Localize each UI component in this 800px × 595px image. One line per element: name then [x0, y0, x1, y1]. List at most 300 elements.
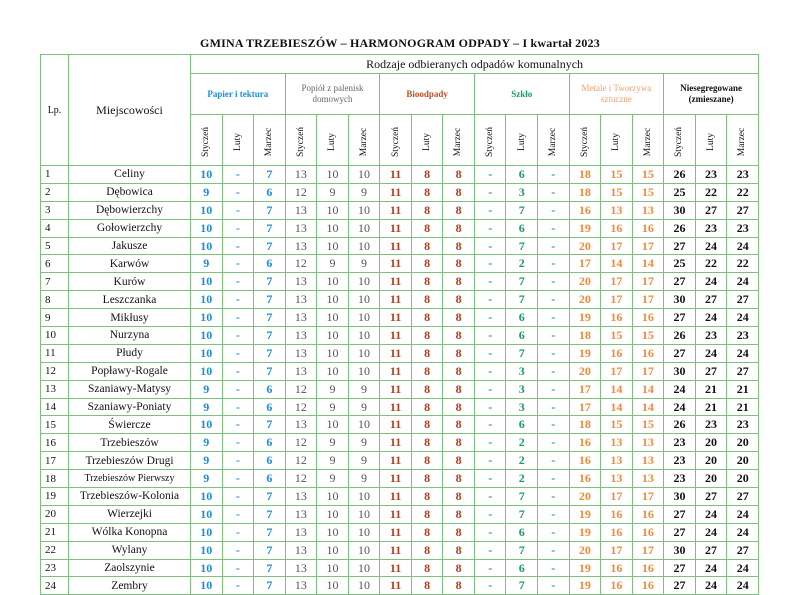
- pickup-day-metal-plastic-mar: 16: [632, 309, 664, 327]
- pickup-day-bio-feb: 8: [411, 309, 443, 327]
- pickup-day-bio-mar: 8: [443, 505, 475, 523]
- category-header-metal-plastic: Metale i Tworzywa sztuczne: [569, 74, 664, 115]
- table-row: [41, 398, 759, 416]
- pickup-day-metal-plastic-feb: 15: [601, 327, 633, 345]
- pickup-day-glass-mar: -: [538, 344, 570, 362]
- pickup-day-ash-mar: 9: [348, 470, 380, 488]
- pickup-day-mixed-mar: 21: [727, 380, 759, 398]
- pickup-day-bio-feb: 8: [411, 166, 443, 184]
- pickup-day-metal-plastic-feb: 15: [601, 166, 633, 184]
- month-label: Marzec: [264, 127, 275, 157]
- pickup-day-ash-mar: 9: [348, 183, 380, 201]
- row-number: 10: [41, 327, 69, 345]
- pickup-day-mixed-feb: 24: [695, 309, 727, 327]
- table-row: [41, 362, 759, 380]
- pickup-day-glass-jan: -: [474, 255, 506, 273]
- pickup-day-bio-jan: 11: [380, 362, 412, 380]
- pickup-day-ash-mar: 9: [348, 255, 380, 273]
- location-name: Szaniawy-Poniaty: [69, 398, 191, 416]
- month-label: Luty: [516, 133, 527, 151]
- pickup-day-paper-jan: 10: [191, 541, 223, 559]
- pickup-day-bio-mar: 8: [443, 291, 475, 309]
- pickup-day-ash-feb: 10: [317, 273, 349, 291]
- pickup-day-ash-mar: 10: [348, 505, 380, 523]
- row-number: 12: [41, 362, 69, 380]
- pickup-day-mixed-jan: 27: [664, 344, 696, 362]
- pickup-day-ash-mar: 9: [348, 398, 380, 416]
- pickup-day-bio-feb: 8: [411, 327, 443, 345]
- table-row: [41, 309, 759, 327]
- month-header-metal-plastic-jan: [569, 115, 601, 166]
- pickup-day-mixed-feb: 24: [695, 237, 727, 255]
- pickup-day-bio-feb: 8: [411, 219, 443, 237]
- pickup-day-mixed-jan: 30: [664, 488, 696, 506]
- pickup-day-metal-plastic-jan: 16: [569, 470, 601, 488]
- pickup-day-ash-feb: 10: [317, 559, 349, 577]
- pickup-day-bio-jan: 11: [380, 255, 412, 273]
- row-number: 1: [41, 166, 69, 184]
- pickup-day-mixed-feb: 22: [695, 183, 727, 201]
- pickup-day-paper-feb: -: [222, 380, 254, 398]
- pickup-day-bio-jan: 11: [380, 452, 412, 470]
- table-row: [41, 505, 759, 523]
- pickup-day-paper-feb: -: [222, 488, 254, 506]
- pickup-day-ash-feb: 9: [317, 380, 349, 398]
- pickup-day-paper-jan: 9: [191, 470, 223, 488]
- pickup-day-glass-feb: 7: [506, 541, 538, 559]
- row-number: 11: [41, 344, 69, 362]
- pickup-day-bio-mar: 8: [443, 273, 475, 291]
- pickup-day-bio-jan: 11: [380, 577, 412, 595]
- row-number: 6: [41, 255, 69, 273]
- pickup-day-glass-mar: -: [538, 505, 570, 523]
- pickup-day-paper-feb: -: [222, 452, 254, 470]
- pickup-day-paper-jan: 10: [191, 291, 223, 309]
- pickup-day-mixed-mar: 27: [727, 291, 759, 309]
- pickup-day-bio-mar: 8: [443, 201, 475, 219]
- pickup-day-metal-plastic-feb: 13: [601, 201, 633, 219]
- location-name: Płudy: [69, 344, 191, 362]
- pickup-day-glass-feb: 3: [506, 183, 538, 201]
- pickup-day-paper-mar: 6: [254, 183, 286, 201]
- pickup-day-glass-jan: -: [474, 434, 506, 452]
- pickup-day-metal-plastic-mar: 14: [632, 398, 664, 416]
- category-header-mixed: Niesegregowane (zmieszane): [664, 74, 759, 115]
- pickup-day-paper-feb: -: [222, 577, 254, 595]
- pickup-day-ash-feb: 10: [317, 201, 349, 219]
- pickup-day-glass-feb: 2: [506, 434, 538, 452]
- pickup-day-ash-feb: 10: [317, 541, 349, 559]
- pickup-day-glass-feb: 7: [506, 344, 538, 362]
- pickup-day-mixed-mar: 22: [727, 255, 759, 273]
- pickup-day-metal-plastic-jan: 20: [569, 362, 601, 380]
- pickup-day-metal-plastic-jan: 18: [569, 166, 601, 184]
- pickup-day-mixed-mar: 23: [727, 166, 759, 184]
- pickup-day-ash-feb: 10: [317, 327, 349, 345]
- month-header-bio-mar: [443, 115, 475, 166]
- month-label: Marzec: [642, 127, 653, 157]
- pickup-day-glass-jan: -: [474, 327, 506, 345]
- pickup-day-ash-mar: 10: [348, 488, 380, 506]
- pickup-day-bio-jan: 11: [380, 380, 412, 398]
- pickup-day-paper-feb: -: [222, 505, 254, 523]
- pickup-day-paper-jan: 10: [191, 577, 223, 595]
- pickup-day-glass-feb: 6: [506, 416, 538, 434]
- pickup-day-bio-mar: 8: [443, 237, 475, 255]
- pickup-day-mixed-jan: 27: [664, 577, 696, 595]
- month-label: Luty: [611, 133, 622, 151]
- pickup-day-ash-feb: 10: [317, 166, 349, 184]
- pickup-day-metal-plastic-jan: 20: [569, 273, 601, 291]
- month-header-glass-feb: [506, 115, 538, 166]
- pickup-day-glass-mar: -: [538, 416, 570, 434]
- pickup-day-ash-feb: 10: [317, 219, 349, 237]
- pickup-day-mixed-feb: 20: [695, 470, 727, 488]
- pickup-day-paper-mar: 6: [254, 398, 286, 416]
- pickup-day-metal-plastic-mar: 13: [632, 201, 664, 219]
- pickup-day-mixed-mar: 23: [727, 219, 759, 237]
- pickup-day-glass-mar: -: [538, 183, 570, 201]
- pickup-day-ash-feb: 10: [317, 488, 349, 506]
- location-header: Miejscowości: [69, 55, 191, 166]
- pickup-day-bio-feb: 8: [411, 434, 443, 452]
- pickup-day-mixed-jan: 26: [664, 416, 696, 434]
- table-row: [41, 166, 759, 184]
- pickup-day-paper-feb: -: [222, 362, 254, 380]
- pickup-day-bio-feb: 8: [411, 273, 443, 291]
- pickup-day-metal-plastic-jan: 16: [569, 201, 601, 219]
- month-header-glass-mar: [538, 115, 570, 166]
- pickup-day-paper-feb: -: [222, 559, 254, 577]
- pickup-day-glass-jan: -: [474, 416, 506, 434]
- pickup-day-metal-plastic-mar: 14: [632, 380, 664, 398]
- pickup-day-ash-jan: 13: [285, 577, 317, 595]
- pickup-day-paper-jan: 9: [191, 380, 223, 398]
- pickup-day-ash-mar: 10: [348, 273, 380, 291]
- month-header-paper-jan: [191, 115, 223, 166]
- month-header-bio-jan: [380, 115, 412, 166]
- row-number: 3: [41, 201, 69, 219]
- pickup-day-bio-feb: 8: [411, 470, 443, 488]
- pickup-day-metal-plastic-mar: 15: [632, 183, 664, 201]
- table-row: [41, 541, 759, 559]
- pickup-day-glass-jan: -: [474, 488, 506, 506]
- pickup-day-metal-plastic-jan: 20: [569, 291, 601, 309]
- pickup-day-glass-feb: 3: [506, 380, 538, 398]
- pickup-day-ash-mar: 10: [348, 237, 380, 255]
- pickup-day-paper-mar: 7: [254, 523, 286, 541]
- pickup-day-paper-mar: 7: [254, 291, 286, 309]
- pickup-day-bio-mar: 8: [443, 470, 475, 488]
- row-number: 20: [41, 505, 69, 523]
- month-label: Styczeń: [390, 126, 401, 158]
- location-name: Wierzejki: [69, 505, 191, 523]
- pickup-day-paper-mar: 7: [254, 344, 286, 362]
- pickup-day-ash-jan: 12: [285, 255, 317, 273]
- pickup-day-mixed-jan: 27: [664, 309, 696, 327]
- category-header-paper: Papier i tektura: [191, 74, 286, 115]
- pickup-day-paper-mar: 6: [254, 255, 286, 273]
- pickup-day-paper-jan: 9: [191, 452, 223, 470]
- pickup-day-ash-mar: 10: [348, 416, 380, 434]
- pickup-day-glass-feb: 3: [506, 362, 538, 380]
- pickup-day-mixed-jan: 27: [664, 505, 696, 523]
- pickup-day-mixed-jan: 26: [664, 166, 696, 184]
- pickup-day-bio-jan: 11: [380, 273, 412, 291]
- pickup-day-paper-mar: 7: [254, 201, 286, 219]
- pickup-day-bio-feb: 8: [411, 237, 443, 255]
- pickup-day-metal-plastic-feb: 15: [601, 416, 633, 434]
- pickup-day-bio-feb: 8: [411, 291, 443, 309]
- pickup-day-bio-jan: 11: [380, 344, 412, 362]
- pickup-day-paper-mar: 6: [254, 380, 286, 398]
- pickup-day-metal-plastic-jan: 19: [569, 505, 601, 523]
- pickup-day-glass-jan: -: [474, 219, 506, 237]
- pickup-day-mixed-jan: 26: [664, 327, 696, 345]
- pickup-day-mixed-mar: 24: [727, 237, 759, 255]
- pickup-day-metal-plastic-mar: 14: [632, 255, 664, 273]
- pickup-day-ash-mar: 10: [348, 541, 380, 559]
- pickup-day-metal-plastic-mar: 16: [632, 523, 664, 541]
- pickup-day-ash-jan: 13: [285, 201, 317, 219]
- pickup-day-ash-mar: 9: [348, 452, 380, 470]
- pickup-day-mixed-feb: 24: [695, 577, 727, 595]
- pickup-day-bio-mar: 8: [443, 327, 475, 345]
- pickup-day-metal-plastic-feb: 14: [601, 380, 633, 398]
- pickup-day-paper-mar: 7: [254, 559, 286, 577]
- pickup-day-mixed-mar: 23: [727, 416, 759, 434]
- pickup-day-glass-mar: -: [538, 523, 570, 541]
- pickup-day-mixed-jan: 30: [664, 362, 696, 380]
- pickup-day-ash-jan: 13: [285, 362, 317, 380]
- pickup-day-metal-plastic-jan: 20: [569, 488, 601, 506]
- pickup-day-glass-mar: -: [538, 380, 570, 398]
- pickup-day-glass-mar: -: [538, 577, 570, 595]
- pickup-day-ash-mar: 10: [348, 166, 380, 184]
- pickup-day-metal-plastic-jan: 17: [569, 380, 601, 398]
- pickup-day-bio-jan: 11: [380, 434, 412, 452]
- location-name: Jakusze: [69, 237, 191, 255]
- pickup-day-bio-mar: 8: [443, 255, 475, 273]
- table-row: [41, 201, 759, 219]
- pickup-day-paper-feb: -: [222, 344, 254, 362]
- pickup-day-mixed-mar: 27: [727, 488, 759, 506]
- month-label: Luty: [422, 133, 433, 151]
- pickup-day-metal-plastic-jan: 18: [569, 183, 601, 201]
- pickup-day-paper-jan: 10: [191, 237, 223, 255]
- location-name: Wólka Konopna: [69, 523, 191, 541]
- table-row: [41, 577, 759, 595]
- pickup-day-metal-plastic-mar: 16: [632, 577, 664, 595]
- pickup-day-metal-plastic-jan: 19: [569, 219, 601, 237]
- pickup-day-paper-feb: -: [222, 201, 254, 219]
- pickup-day-mixed-mar: 20: [727, 452, 759, 470]
- pickup-day-paper-jan: 10: [191, 505, 223, 523]
- schedule-body: [41, 166, 759, 595]
- month-header-metal-plastic-feb: [601, 115, 633, 166]
- pickup-day-bio-feb: 8: [411, 344, 443, 362]
- pickup-day-paper-mar: 7: [254, 309, 286, 327]
- pickup-day-ash-mar: 10: [348, 327, 380, 345]
- pickup-day-ash-jan: 13: [285, 166, 317, 184]
- pickup-day-glass-mar: -: [538, 470, 570, 488]
- pickup-day-metal-plastic-feb: 16: [601, 559, 633, 577]
- month-header-paper-feb: [222, 115, 254, 166]
- month-header-ash-feb: [317, 115, 349, 166]
- row-number: 9: [41, 309, 69, 327]
- month-label: Marzec: [737, 127, 748, 157]
- table-row: [41, 380, 759, 398]
- lp-header: Lp.: [41, 55, 69, 166]
- pickup-day-mixed-mar: 27: [727, 541, 759, 559]
- pickup-day-metal-plastic-jan: 18: [569, 416, 601, 434]
- pickup-day-glass-mar: -: [538, 273, 570, 291]
- pickup-day-bio-mar: 8: [443, 380, 475, 398]
- pickup-day-glass-mar: -: [538, 255, 570, 273]
- pickup-day-metal-plastic-feb: 17: [601, 273, 633, 291]
- pickup-day-glass-feb: 7: [506, 577, 538, 595]
- pickup-day-glass-feb: 6: [506, 309, 538, 327]
- pickup-day-ash-jan: 12: [285, 398, 317, 416]
- pickup-day-ash-feb: 9: [317, 470, 349, 488]
- pickup-day-paper-jan: 9: [191, 255, 223, 273]
- pickup-day-ash-mar: 10: [348, 362, 380, 380]
- pickup-day-metal-plastic-mar: 16: [632, 219, 664, 237]
- pickup-day-glass-feb: 2: [506, 452, 538, 470]
- pickup-day-ash-jan: 13: [285, 273, 317, 291]
- pickup-day-glass-jan: -: [474, 505, 506, 523]
- pickup-day-mixed-jan: 26: [664, 219, 696, 237]
- table-row: [41, 183, 759, 201]
- pickup-day-mixed-feb: 24: [695, 559, 727, 577]
- location-name: Wylany: [69, 541, 191, 559]
- pickup-day-ash-jan: 13: [285, 309, 317, 327]
- pickup-day-ash-jan: 13: [285, 505, 317, 523]
- category-header-glass: Szkło: [474, 74, 569, 115]
- pickup-day-glass-jan: -: [474, 541, 506, 559]
- pickup-day-bio-mar: 8: [443, 434, 475, 452]
- row-number: 5: [41, 237, 69, 255]
- location-name: Nurzyna: [69, 327, 191, 345]
- pickup-day-mixed-jan: 27: [664, 237, 696, 255]
- pickup-day-paper-jan: 10: [191, 166, 223, 184]
- pickup-day-bio-mar: 8: [443, 166, 475, 184]
- pickup-day-bio-mar: 8: [443, 219, 475, 237]
- pickup-day-metal-plastic-feb: 14: [601, 398, 633, 416]
- pickup-day-glass-jan: -: [474, 577, 506, 595]
- pickup-day-metal-plastic-feb: 16: [601, 505, 633, 523]
- pickup-day-bio-jan: 11: [380, 488, 412, 506]
- pickup-day-glass-jan: -: [474, 291, 506, 309]
- pickup-day-ash-mar: 10: [348, 219, 380, 237]
- row-number: 4: [41, 219, 69, 237]
- pickup-day-metal-plastic-mar: 17: [632, 362, 664, 380]
- pickup-day-metal-plastic-jan: 17: [569, 398, 601, 416]
- pickup-day-glass-mar: -: [538, 452, 570, 470]
- pickup-day-ash-mar: 10: [348, 559, 380, 577]
- pickup-day-bio-mar: 8: [443, 559, 475, 577]
- pickup-day-mixed-mar: 27: [727, 201, 759, 219]
- table-row: [41, 219, 759, 237]
- row-number: 15: [41, 416, 69, 434]
- pickup-day-mixed-jan: 25: [664, 255, 696, 273]
- row-number: 24: [41, 577, 69, 595]
- location-name: Trzebieszów-Kolonia: [69, 488, 191, 506]
- pickup-day-paper-mar: 7: [254, 541, 286, 559]
- pickup-day-glass-feb: 7: [506, 237, 538, 255]
- pickup-day-ash-jan: 12: [285, 452, 317, 470]
- pickup-day-mixed-jan: 24: [664, 380, 696, 398]
- table-row: [41, 452, 759, 470]
- pickup-day-glass-feb: 7: [506, 505, 538, 523]
- table-row: [41, 237, 759, 255]
- pickup-day-mixed-mar: 24: [727, 505, 759, 523]
- pickup-day-bio-jan: 11: [380, 559, 412, 577]
- pickup-day-metal-plastic-feb: 16: [601, 577, 633, 595]
- pickup-day-glass-mar: -: [538, 488, 570, 506]
- pickup-day-mixed-jan: 30: [664, 541, 696, 559]
- month-header-mixed-mar: [727, 115, 759, 166]
- pickup-day-paper-mar: 7: [254, 273, 286, 291]
- pickup-day-metal-plastic-feb: 16: [601, 523, 633, 541]
- pickup-day-paper-jan: 10: [191, 523, 223, 541]
- table-row: [41, 559, 759, 577]
- pickup-day-bio-feb: 8: [411, 523, 443, 541]
- pickup-day-paper-jan: 10: [191, 327, 223, 345]
- pickup-day-ash-jan: 13: [285, 416, 317, 434]
- pickup-day-bio-jan: 11: [380, 291, 412, 309]
- pickup-day-glass-mar: -: [538, 434, 570, 452]
- pickup-day-bio-feb: 8: [411, 183, 443, 201]
- location-name: Kurów: [69, 273, 191, 291]
- table-row: [41, 523, 759, 541]
- pickup-day-metal-plastic-feb: 13: [601, 434, 633, 452]
- pickup-day-metal-plastic-mar: 13: [632, 470, 664, 488]
- pickup-day-bio-feb: 8: [411, 362, 443, 380]
- pickup-day-ash-feb: 10: [317, 344, 349, 362]
- location-name: Trzebieszów Drugi: [69, 452, 191, 470]
- pickup-day-glass-feb: 6: [506, 219, 538, 237]
- pickup-day-glass-jan: -: [474, 559, 506, 577]
- pickup-day-glass-feb: 6: [506, 559, 538, 577]
- pickup-day-glass-jan: -: [474, 380, 506, 398]
- pickup-day-metal-plastic-mar: 16: [632, 505, 664, 523]
- pickup-day-paper-jan: 9: [191, 434, 223, 452]
- location-name: Trzebieszów Pierwszy: [69, 470, 191, 488]
- pickup-day-ash-feb: 10: [317, 362, 349, 380]
- pickup-day-glass-jan: -: [474, 362, 506, 380]
- table-row: [41, 273, 759, 291]
- pickup-day-mixed-jan: 24: [664, 398, 696, 416]
- pickup-day-ash-jan: 13: [285, 237, 317, 255]
- pickup-day-paper-jan: 10: [191, 416, 223, 434]
- pickup-day-glass-mar: -: [538, 362, 570, 380]
- row-number: 7: [41, 273, 69, 291]
- pickup-day-mixed-feb: 21: [695, 380, 727, 398]
- pickup-day-metal-plastic-feb: 17: [601, 488, 633, 506]
- pickup-day-paper-jan: 10: [191, 344, 223, 362]
- pickup-day-glass-jan: -: [474, 201, 506, 219]
- pickup-day-mixed-mar: 24: [727, 273, 759, 291]
- pickup-day-paper-feb: -: [222, 183, 254, 201]
- pickup-day-bio-jan: 11: [380, 505, 412, 523]
- pickup-day-metal-plastic-feb: 15: [601, 183, 633, 201]
- pickup-day-paper-feb: -: [222, 327, 254, 345]
- pickup-day-glass-mar: -: [538, 559, 570, 577]
- pickup-day-ash-mar: 10: [348, 523, 380, 541]
- table-row: [41, 255, 759, 273]
- pickup-day-ash-feb: 9: [317, 452, 349, 470]
